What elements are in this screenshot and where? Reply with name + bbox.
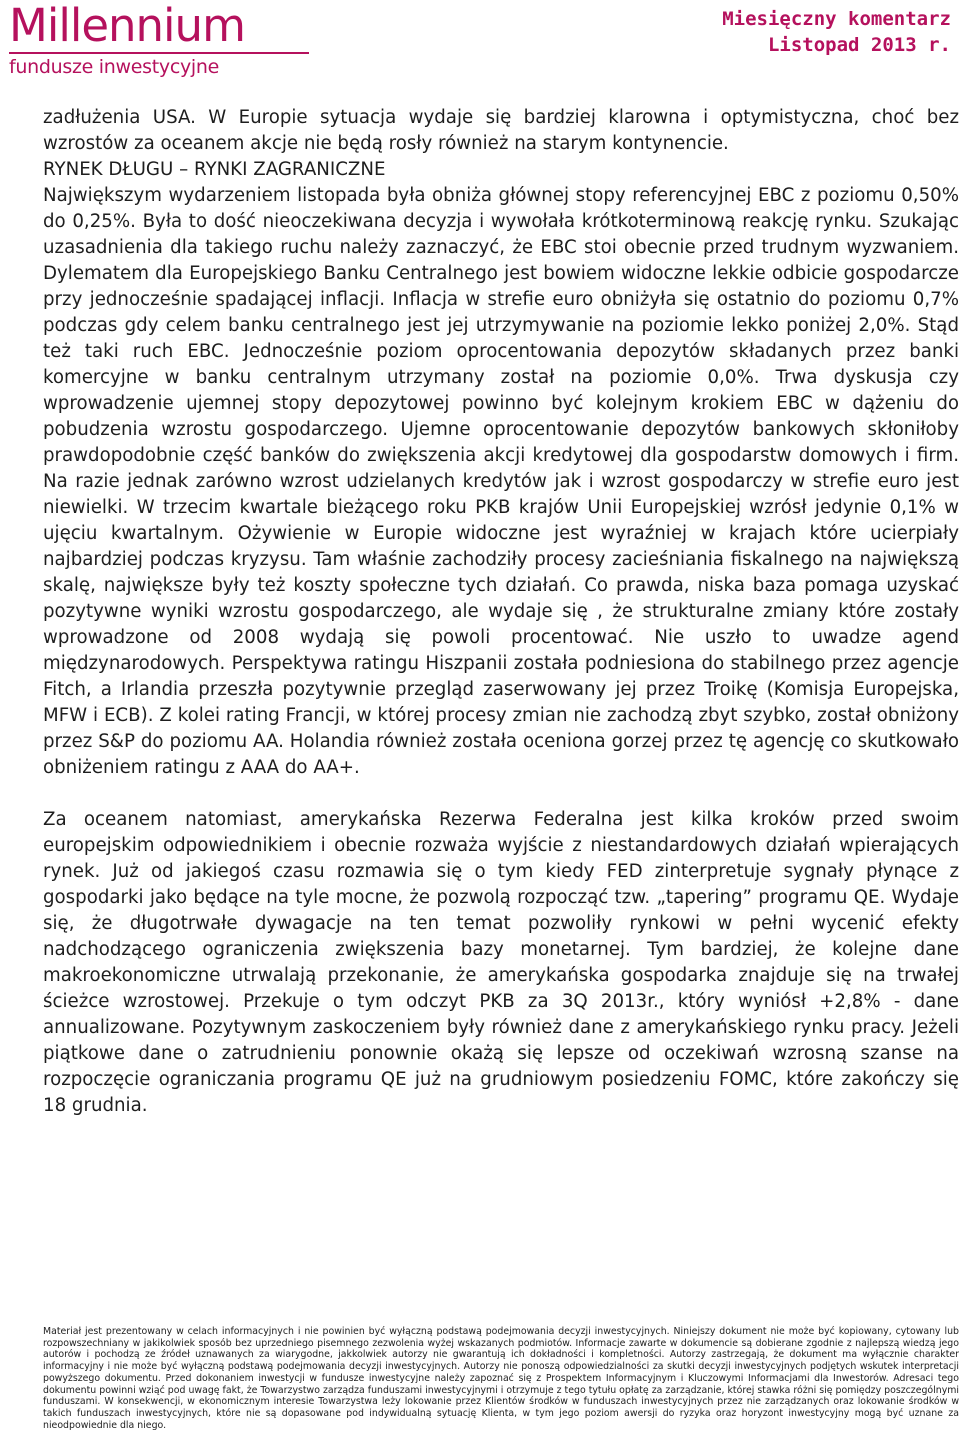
report-date: Listopad 2013 r.	[767, 34, 951, 56]
logo-wordmark: Millennium	[9, 0, 245, 52]
paragraph-fed: Za oceanem natomiast, amerykańska Rezerwa Federalna jest kilka kroków przed swoim europejskim odpowiednikiem i obecnie rozważa wyjście z niestandardowych działań wpierających rynek. Już od jakiegoś czasu rozmawia się o tym kiedy FED zinterpretuje sygnały płynące z gospodarki jako będące na tyle mocne, że pozwolą rozpocząć tzw. „tapering” programu QE. Wydaje się, że długotrwałe dywagacje na ten temat pozwoliły rynkowi w pełni wycenić efekty nadchodzącego ograniczenia zwiększenia bazy monetarnej. Tym bardziej, że kolejne dane makroekonomiczne utrwalają przekonanie, że amerykańska gospodarka znajduje się na trwałej ścieżce wzrostowej. Przekuje o tym odczyt PKB za 3Q 2013r., który wyniósł +2,8% - dane annualizowane. Pozytywnym zaskoczeniem były również dane z amerykańskiego rynku pracy. Jeżeli piątkowe dane o zatrudnieniu ponownie okażą się lepsze od oczekiwań wzrosną szanse na rozpoczęcie ograniczania programu QE już na grudniowym posiedzeniu FOMC, które zakończy się 18 grudnia.	[43, 809, 959, 1116]
logo-tagline: fundusze inwestycyjne	[9, 56, 220, 78]
paragraph-ecb: Największym wydarzeniem listopada była obniża głównej stopy referencyjnej EBC z poziomu 0,50% do 0,25%. Była to dość nieoczekiwana decyzja i wywołała krótkoterminową reakcję rynku. Szukając uzasadnienia dla takiego ruchu należy zaznaczyć, że EBC stoi obecnie przed trudnym wyzwaniem. Dylematem dla Europejskiego Banku Centralnego jest bowiem widoczne lekkie odbicie gospodarcze przy jednocześnie spadającej inflacji. Inflacja w strefie euro obniżyła się ostatnio do poziomu 0,7% podczas gdy celem banku centralnego jest jej utrzymywanie na poziomie lekko poniżej 2,0%. Stąd też taki ruch EBC. Jednocześnie poziom oprocentowania depozytów składanych przez banki komercyjne w banku centralnym utrzymany został na poziomie 0,0%. Trwa dyskusja czy wprowadzenie ujemnej stopy depozytowej powinno być kolejnym krokiem EBC w dążeniu do pobudzenia wzrostu gospodarczego. Ujemne oprocentowanie depozytów bankowych skłoniłoby prawdopodobnie część banków do zwiększenia akcji kredytowej dla gospodarstw domowych i firm. Na razie jednak zarówno wzrost udzielanych kredytów jak i wzrost gospodarczy w strefie euro jest niewielki. W trzecim kwartale bieżącego roku PKB krajów Unii Europejskiej wzrósł jedynie 0,1% w ujęciu kwartalnym. Ożywienie w Europie widoczne jest wyraźniej w krajach które ucierpiały najbardziej podczas kryzysu. Tam właśnie zachodziły procesy zacieśniania fiskalnego na największą skalę, największe były też koszty społeczne tych działań. Co prawda, niska baza pomaga uzyskać pozytywne wyniki wzrostu gospodarczego, ale wydaje się , że strukturalne zmiany które zostały wprowadzone od 2008 wydają się powoli procentować. Nie uszło to uwadze agend międzynarodowych. Perspektywa ratingu Hiszpanii została podniesiona do stabilnego przez agencje Fitch, a Irlandia przeszła pozytywnie przegląd zaserwowany jej przez Troikę (Komisja Europejska, MFW i ECB). Z kolei rating Francji, w której procesy zmian nie zachodzą zbyt szybko, został obniżony przez S&P do poziomu AA. Holandia również została oceniona gorzej przez tę agencję co skutkowało obniżeniem ratingu z AAA do AA+.	[43, 185, 959, 778]
report-header	[722, 6, 951, 58]
logo-divider	[9, 52, 309, 54]
section-heading: RYNEK DŁUGU – RYNKI ZAGRANICZNE	[43, 159, 386, 180]
report-title: Miesięczny komentarz	[722, 8, 951, 30]
company-logo	[9, 2, 319, 78]
article-body	[43, 105, 959, 1119]
intro-paragraph: zadłużenia USA. W Europie sytuacja wydaje się bardziej klarowna i optymistyczna, choć bez wzrostów za oceanem akcje nie będą rosły również na starym kontynencie.	[43, 107, 959, 154]
legal-disclaimer: Materiał jest prezentowany w celach informacyjnych i nie powinien być wyłączną podstawą podejmowania decyzji inwestycyjnych. Niniejszy dokument nie może być kopiowany, cytowany lub rozpowszechniany w jakikolwiek sposób bez uprzedniego pisemnego zezwolenia wyżej wskazanych podmiotów. Informacje zawarte w dokumencie są dobierane zgodnie z najlepszą wiedzą jego autorów i pochodzą ze źródeł uznawanych za wiarygodne, jakkolwiek autorzy nie gwarantują ich dokładności i kompletności. Autorzy zastrzegają, że dokument ma wyłącznie charakter informacyjny i nie może być wyłączną podstawą podejmowania decyzji inwestycyjnych. Autorzy nie ponoszą odpowiedzialności za skutki decyzji inwestycyjnych podjętych wskutek interpretacji powyższego dokumentu. Przed dokonaniem inwestycji w fundusze inwestycyjne należy zapoznać się z Prospektem Informacyjnym i Kluczowymi Informacjami dla Inwestorów. Adresaci tego dokumentu powinni wziąć pod uwagę fakt, że Towarzystwo zarządza funduszami inwestycyjnymi i otrzymuje z tego tytułu opłatę za zarządzanie, której stawka różni się pomiędzy poszczególnymi funduszami. W konsekwencji, w ekonomicznym interesie Towarzystwa leży lokowanie przez Klientów środków w funduszach inwestycyjnych przez nie zarządzanych oraz lokowanie środków w takich funduszach inwestycyjnych, które nie są dopasowane pod indywidualną sytuację Klienta, w tym jego poziom awersji do ryzyka oraz horyzont inwestycyjny mogą być uznane za nieodpowiednie dla niego.	[43, 1326, 959, 1431]
